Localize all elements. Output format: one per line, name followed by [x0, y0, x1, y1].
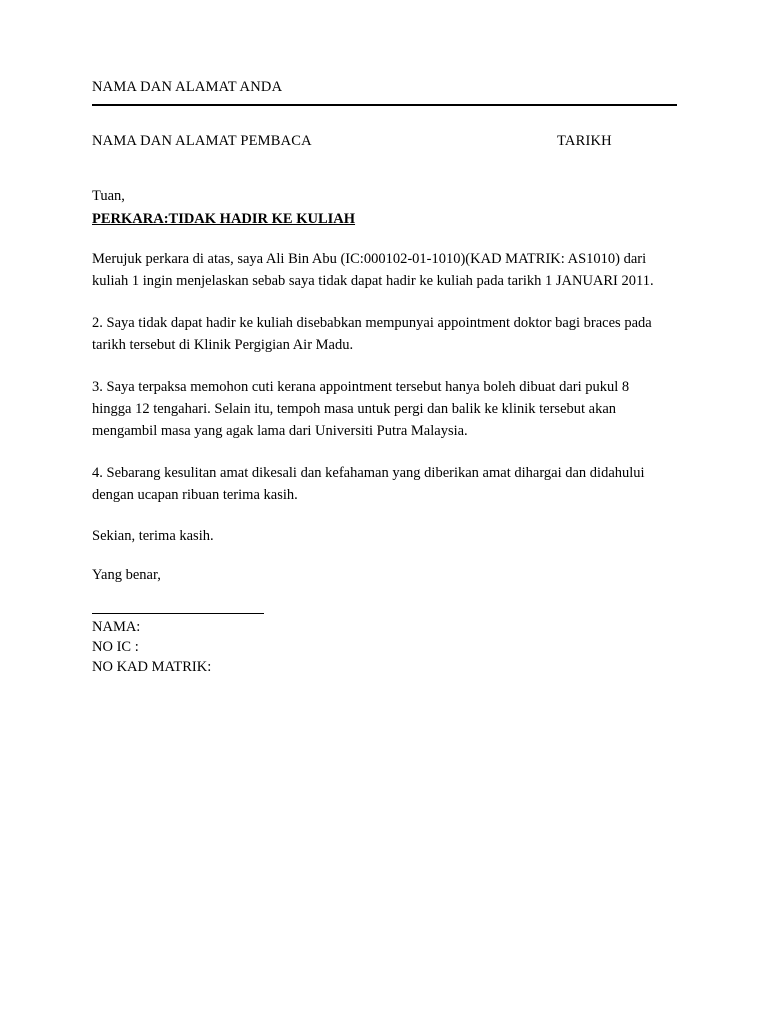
- closing-line: Sekian, terima kasih.: [92, 527, 214, 544]
- body-paragraph-1: Merujuk perkara di atas, saya Ali Bin Abu (IC:000102-01-1010)(KAD MATRIK: AS1010) dari kuliah 1 ingin menjelaskan sebab saya tidak dapat hadir ke kuliah pada tarikh 1 JANUARI 2011.: [92, 250, 654, 289]
- signature-field-ic: NO IC :: [92, 639, 139, 656]
- recipient-address: NAMA DAN ALAMAT PEMBACA: [92, 132, 312, 149]
- signature-field-name: NAMA:: [92, 618, 141, 635]
- body-paragraph-4: 4. Sebarang kesulitan amat dikesali dan kefahaman yang diberikan amat dihargai dan didahului dengan ucapan ribuan terima kasih.: [92, 464, 645, 503]
- sender-address: NAMA DAN ALAMAT ANDA: [92, 79, 283, 95]
- signature-field-matrix: NO KAD MATRIK:: [92, 659, 212, 676]
- header-divider: [92, 104, 677, 106]
- signature-line: [92, 612, 264, 614]
- body-paragraph-3: 3. Saya terpaksa memohon cuti kerana appointment tersebut hanya boleh dibuat dari pukul 8 hingga 12 tengahari. Selain itu, tempoh masa untuk pergi dan balik ke klinik tersebut akan mengambil masa yang agak lama dari Universiti Putra Malaysia.: [92, 378, 630, 439]
- body-paragraph-2: 2. Saya tidak dapat hadir ke kuliah disebabkan mempunyai appointment doktor bagi braces pada tarikh tersebut di Klinik Pergigian Air Madu.: [92, 314, 652, 353]
- recipient-and-date-row: [92, 133, 676, 150]
- subject-line: PERKARA:TIDAK HADIR KE KULIAH: [92, 210, 356, 227]
- yours-line: Yang benar,: [92, 566, 161, 583]
- date-label: TARIKH: [557, 132, 612, 149]
- salutation: Tuan,: [92, 187, 125, 204]
